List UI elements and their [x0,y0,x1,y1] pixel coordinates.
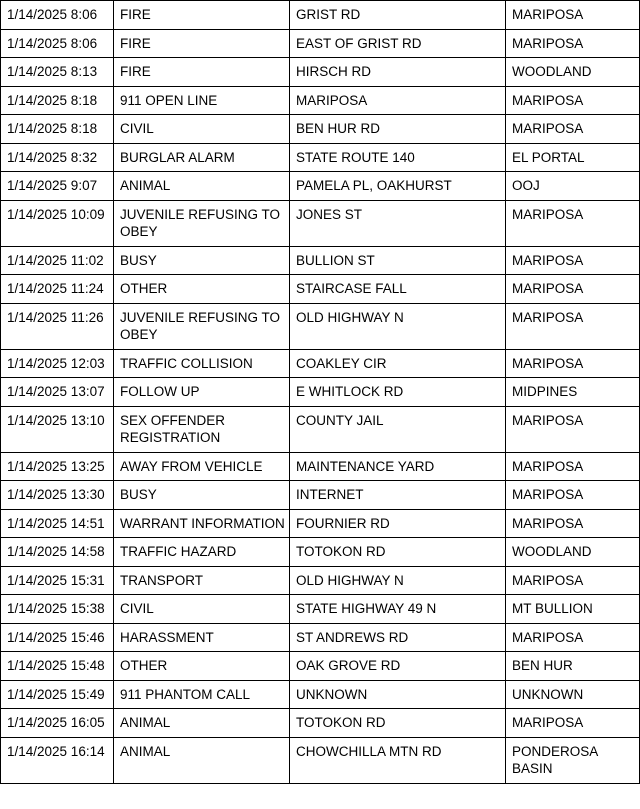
table-row [1,143,640,172]
incident-datetime-cell: 1/14/2025 8:13 [1,58,114,87]
table-row [1,349,640,378]
incident-datetime-cell: 1/14/2025 13:07 [1,378,114,407]
incident-datetime-cell: 1/14/2025 15:48 [1,652,114,681]
incident-location-cell: STATE ROUTE 140 [290,143,506,172]
incident-datetime-cell: 1/14/2025 8:06 [1,29,114,58]
incident-type-cell: FIRE [114,29,290,58]
incident-location-cell: COAKLEY CIR [290,349,506,378]
incident-type-cell: TRAFFIC COLLISION [114,349,290,378]
incident-datetime-cell: 1/14/2025 10:09 [1,200,114,246]
incident-city-cell: MARIPOSA [506,29,640,58]
incident-location-cell: OLD HIGHWAY N [290,303,506,349]
incident-datetime-cell: 1/14/2025 8:32 [1,143,114,172]
incident-type-cell: CIVIL [114,595,290,624]
incident-datetime-cell: 1/14/2025 14:58 [1,538,114,567]
incident-type-cell: AWAY FROM VEHICLE [114,452,290,481]
incident-location-cell: UNKNOWN [290,680,506,709]
incident-city-cell: MARIPOSA [506,406,640,452]
incident-city-cell: MARIPOSA [506,200,640,246]
incident-datetime-cell: 1/14/2025 11:24 [1,275,114,304]
incident-log-body [1,1,640,784]
incident-city-cell: MARIPOSA [506,623,640,652]
incident-location-cell: CHOWCHILLA MTN RD [290,737,506,783]
incident-type-cell: FIRE [114,58,290,87]
table-row [1,680,640,709]
incident-city-cell: MIDPINES [506,378,640,407]
incident-city-cell: MARIPOSA [506,349,640,378]
incident-city-cell: MARIPOSA [506,246,640,275]
table-row [1,172,640,201]
incident-datetime-cell: 1/14/2025 15:31 [1,566,114,595]
incident-city-cell: MARIPOSA [506,275,640,304]
table-row [1,246,640,275]
incident-city-cell: MARIPOSA [506,86,640,115]
incident-city-cell: WOODLAND [506,58,640,87]
table-row [1,595,640,624]
incident-city-cell: MARIPOSA [506,1,640,30]
incident-type-cell: FOLLOW UP [114,378,290,407]
incident-type-cell: TRANSPORT [114,566,290,595]
incident-datetime-cell: 1/14/2025 8:18 [1,115,114,144]
incident-type-cell: WARRANT INFORMATION [114,509,290,538]
incident-city-cell: OOJ [506,172,640,201]
incident-location-cell: FOURNIER RD [290,509,506,538]
incident-city-cell: MT BULLION [506,595,640,624]
table-row [1,709,640,738]
table-row [1,509,640,538]
incident-city-cell: WOODLAND [506,538,640,567]
incident-datetime-cell: 1/14/2025 11:02 [1,246,114,275]
table-row [1,275,640,304]
incident-type-cell: FIRE [114,1,290,30]
incident-city-cell: MARIPOSA [506,452,640,481]
table-row [1,115,640,144]
incident-location-cell: OAK GROVE RD [290,652,506,681]
table-row [1,303,640,349]
incident-location-cell: TOTOKON RD [290,709,506,738]
incident-location-cell: PAMELA PL, OAKHURST [290,172,506,201]
incident-location-cell: MAINTENANCE YARD [290,452,506,481]
table-row [1,566,640,595]
incident-location-cell: MARIPOSA [290,86,506,115]
incident-type-cell: CIVIL [114,115,290,144]
table-row [1,86,640,115]
incident-location-cell: E WHITLOCK RD [290,378,506,407]
table-row [1,481,640,510]
table-row [1,538,640,567]
incident-type-cell: BUSY [114,246,290,275]
incident-type-cell: ANIMAL [114,737,290,783]
incident-location-cell: OLD HIGHWAY N [290,566,506,595]
incident-datetime-cell: 1/14/2025 15:38 [1,595,114,624]
incident-city-cell: EL PORTAL [506,143,640,172]
incident-location-cell: STAIRCASE FALL [290,275,506,304]
incident-location-cell: BEN HUR RD [290,115,506,144]
incident-datetime-cell: 1/14/2025 15:49 [1,680,114,709]
incident-datetime-cell: 1/14/2025 15:46 [1,623,114,652]
incident-type-cell: SEX OFFENDER REGISTRATION [114,406,290,452]
table-row [1,1,640,30]
incident-city-cell: BEN HUR [506,652,640,681]
incident-location-cell: HIRSCH RD [290,58,506,87]
incident-city-cell: MARIPOSA [506,566,640,595]
incident-type-cell: TRAFFIC HAZARD [114,538,290,567]
incident-datetime-cell: 1/14/2025 16:05 [1,709,114,738]
incident-type-cell: JUVENILE REFUSING TO OBEY [114,200,290,246]
incident-location-cell: BULLION ST [290,246,506,275]
incident-type-cell: ANIMAL [114,172,290,201]
incident-type-cell: ANIMAL [114,709,290,738]
incident-datetime-cell: 1/14/2025 11:26 [1,303,114,349]
incident-type-cell: JUVENILE REFUSING TO OBEY [114,303,290,349]
incident-datetime-cell: 1/14/2025 8:06 [1,1,114,30]
incident-city-cell: MARIPOSA [506,509,640,538]
table-row [1,406,640,452]
table-row [1,652,640,681]
incident-type-cell: OTHER [114,275,290,304]
incident-datetime-cell: 1/14/2025 9:07 [1,172,114,201]
incident-type-cell: 911 PHANTOM CALL [114,680,290,709]
incident-location-cell: GRIST RD [290,1,506,30]
table-row [1,58,640,87]
incident-city-cell: PONDEROSA BASIN [506,737,640,783]
incident-type-cell: OTHER [114,652,290,681]
incident-location-cell: TOTOKON RD [290,538,506,567]
incident-type-cell: 911 OPEN LINE [114,86,290,115]
incident-datetime-cell: 1/14/2025 8:18 [1,86,114,115]
incident-location-cell: EAST OF GRIST RD [290,29,506,58]
table-row [1,623,640,652]
incident-city-cell: MARIPOSA [506,115,640,144]
incident-city-cell: MARIPOSA [506,709,640,738]
incident-location-cell: STATE HIGHWAY 49 N [290,595,506,624]
incident-city-cell: MARIPOSA [506,303,640,349]
incident-location-cell: JONES ST [290,200,506,246]
incident-city-cell: MARIPOSA [506,481,640,510]
incident-datetime-cell: 1/14/2025 13:30 [1,481,114,510]
incident-type-cell: BURGLAR ALARM [114,143,290,172]
incident-datetime-cell: 1/14/2025 14:51 [1,509,114,538]
incident-datetime-cell: 1/14/2025 13:25 [1,452,114,481]
incident-type-cell: HARASSMENT [114,623,290,652]
table-row [1,29,640,58]
incident-location-cell: COUNTY JAIL [290,406,506,452]
incident-location-cell: ST ANDREWS RD [290,623,506,652]
incident-location-cell: INTERNET [290,481,506,510]
table-row [1,737,640,783]
incident-datetime-cell: 1/14/2025 16:14 [1,737,114,783]
table-row [1,378,640,407]
incident-city-cell: UNKNOWN [506,680,640,709]
table-row [1,452,640,481]
incident-datetime-cell: 1/14/2025 13:10 [1,406,114,452]
table-row [1,200,640,246]
incident-type-cell: BUSY [114,481,290,510]
incident-datetime-cell: 1/14/2025 12:03 [1,349,114,378]
